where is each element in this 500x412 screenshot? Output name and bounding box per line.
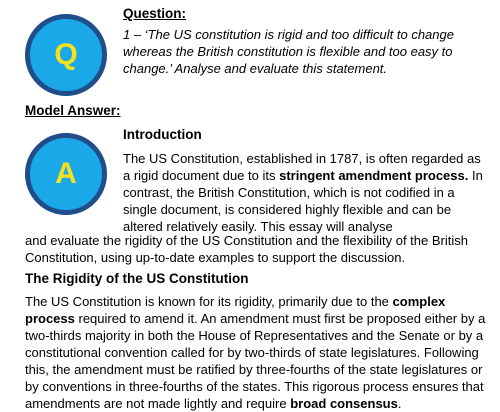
rigidity-text-3: . (397, 396, 402, 411)
rigidity-paragraph (25, 293, 490, 412)
rigidity-text-2: required to amend it. An amendment must first be proposed either by a two-thirds majority in both the House of Representatives and the Senate or by a constitutional convention called for by two-thirds of state legislatures. Following this, the amendment must be ratified by three-fourths of the state legislatures or by conventions in three-fourths of the states. This rigorous process ensures that amendments are not made lightly and require (25, 311, 486, 411)
intro-text-1: The US Constitution, established in 1787, is often regarded as a rigid document due to its (123, 151, 481, 183)
question-badge-icon (25, 14, 107, 96)
rigidity-bold-1: complex process (25, 294, 446, 326)
question-heading: Question: (123, 6, 186, 21)
rigidity-bold-2: broad consensus (290, 396, 398, 411)
rigidity-text-1: The US Constitution is known for its rigidity, primarily due to the (25, 294, 393, 309)
rigidity-heading: The Rigidity of the US Constitution (25, 271, 249, 286)
question-badge-letter: Q (54, 38, 78, 71)
introduction-paragraph (123, 150, 483, 235)
intro-text-2: In contrast, the British Constitution, which is not codified in a single document, is considered highly flexible and can be altered relatively easily. This essay will analyse (123, 168, 483, 234)
model-answer-label: Model Answer: (25, 103, 121, 118)
intro-bold-1: stringent amendment process. (279, 168, 469, 183)
answer-badge-icon (25, 133, 107, 215)
answer-badge-letter: A (55, 157, 77, 190)
introduction-heading: Introduction (123, 127, 202, 142)
question-text: 1 – ‘The US constitution is rigid and too difficult to change whereas the British constitution is flexible and too easy to change.’ Analyse and evaluate this statement. (123, 27, 454, 76)
introduction-paragraph-continued: and evaluate the rigidity of the US Constitution and the flexibility of the British Constitution, using up-to-date examples to support the discussion. (25, 233, 468, 265)
